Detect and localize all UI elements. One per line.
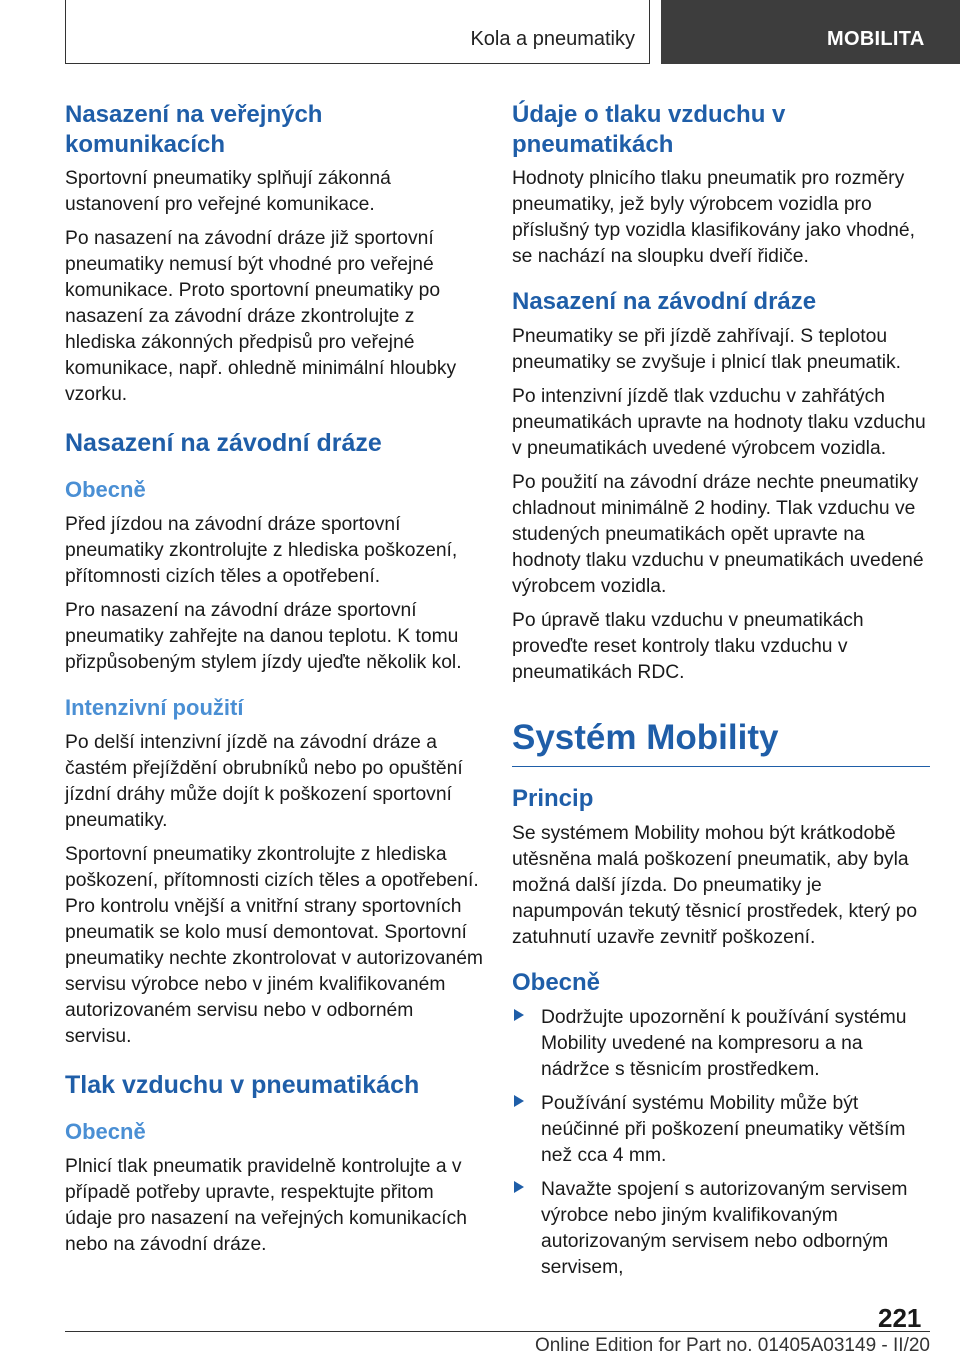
left-column: [65, 100, 483, 1266]
paragraph: Po použití na závodní dráze nechte pneumatiky chladnout minimálně 2 hodiny. Tlak vzduchu ve studených pneumatikách opět upravte na hodnoty tlaku vzduchu v pneumatikách uvedené výrobcem vozidla.: [512, 472, 924, 597]
paragraph: Po intenzivní jízdě tlak vzduchu v zahřátých pneumatikách upravte na hodnoty tlaku vzduchu v pneumatikách uvedené výrobcem vozidla.: [512, 386, 926, 459]
heading-race-track: Nasazení na závodní dráze: [512, 288, 817, 315]
paragraph: Po delší intenzivní jízdě na závodní dráze a častém přejíždění obrubníků nebo po opuštění jízdní dráhy může dojít k poškození sportovní pneumatiky.: [65, 732, 463, 831]
heading-public-roads: Nasazení na veřejných komunikacích: [65, 101, 323, 158]
triangle-bullet-icon: [514, 1181, 524, 1193]
triangle-bullet-icon: [514, 1095, 524, 1107]
paragraph: Pro nasazení na závodní dráze sportovní pneumatiky zahřejte na danou teplotu. K tomu přizpůsobeným stylem jízdy ujeďte několik kol.: [65, 600, 462, 673]
paragraph: Sportovní pneumatiky zkontrolujte z hlediska poškození, přítomnosti cizích těles a opotřebení. Pro kontrolu vnější a vnitřní strany sportovních pneumatik se kolo musí demontovat. Sportovní pneumatiky nechte zkontrolovat v autorizovaném servisu výrobce nebo v jiném kvalifikovaném autorizovaném servisu nebo v odborném servisu.: [65, 844, 483, 1047]
footer-divider: [65, 1331, 930, 1332]
section-tab: [661, 0, 960, 64]
subheading-principle: Princip: [512, 785, 594, 812]
heading-tire-pressure: Tlak vzduchu v pneumatikách: [65, 1071, 420, 1099]
list-item: [512, 1177, 930, 1281]
paragraph: Hodnoty plnicího tlaku pneumatik pro rozměry pneumatiky, jež byly výrobcem vozidla pro příslušný typ vozidla klasifikovány jako vhodné, se nachází na sloupku dveří řidiče.: [512, 168, 915, 267]
section-title: MOBILITA: [827, 28, 925, 50]
heading-race-track: Nasazení na závodní dráze: [65, 429, 382, 457]
list-item-text: Dodržujte upozornění k používání systému Mobility uvedené na kompresoru a na nádržce s těsnicím prostředkem.: [541, 1007, 907, 1080]
bullet-list: [512, 1005, 930, 1281]
list-item-text: Navažte spojení s autorizovaným servisem výrobce nebo jiným kvalifikovaným autorizovaným servisem nebo odborným servisem,: [541, 1179, 908, 1278]
heading-pressure-data: Údaje o tlaku vzduchu v pneumatikách: [512, 101, 786, 158]
heading-mobility-system: Systém Mobility: [512, 716, 930, 767]
paragraph: Sportovní pneumatiky splňují zákonná ustanovení pro veřejné komunikace.: [65, 168, 391, 215]
list-item: [512, 1005, 930, 1083]
list-item: [512, 1091, 930, 1169]
chapter-header: [65, 0, 650, 64]
paragraph: Před jízdou na závodní dráze sportovní pneumatiky zkontrolujte z hlediska poškození, přítomnosti cizích těles a opotřebení.: [65, 514, 458, 587]
list-item-text: Používání systému Mobility může být neúčinné při poškození pneumatiky větším než cca 4 mm.: [541, 1093, 906, 1166]
footer-edition: Online Edition for Part no. 01405A03149 - II/20: [534, 1335, 930, 1356]
paragraph: Plnicí tlak pneumatik pravidelně kontrolujte a v případě potřeby upravte, respektujte přitom údaje pro nasazení na veřejných komunikacích nebo na závodní dráze.: [65, 1156, 467, 1255]
subheading-general: Obecně: [65, 477, 146, 502]
subheading-general: Obecně: [512, 969, 601, 996]
paragraph: Pneumatiky se při jízdě zahřívají. S teplotou pneumatiky se zvyšuje i plnicí tlak pneumatik.: [512, 326, 902, 373]
right-column: [512, 100, 930, 1289]
paragraph: Se systémem Mobility mohou být krátkodobě utěsněna malá poškození pneumatik, aby byla možná další jízda. Do pneumatiky je napumpován tekutý těsnicí prostředek, který po zatuhnutí uzavře zevnitř poškození.: [512, 823, 918, 948]
paragraph: Po nasazení na závodní dráze již sportovní pneumatiky nemusí být vhodné pro veřejné komunikace. Proto sportovní pneumatiky po nasazení za závodní dráze zkontrolujte z hlediska zákonných předpisů pro veřejné komunikace, např. ohledně minimální hloubky vzorku.: [65, 228, 457, 405]
chapter-title: Kola a pneumatiky: [470, 28, 635, 50]
triangle-bullet-icon: [514, 1009, 524, 1021]
subheading-intensive-use: Intenzivní použití: [65, 695, 244, 720]
paragraph: Po úpravě tlaku vzduchu v pneumatikách proveďte reset kontroly tlaku vzduchu v pneumatikách RDC.: [512, 610, 864, 683]
page-number: 221: [878, 1303, 922, 1333]
subheading-general: Obecně: [65, 1119, 146, 1144]
